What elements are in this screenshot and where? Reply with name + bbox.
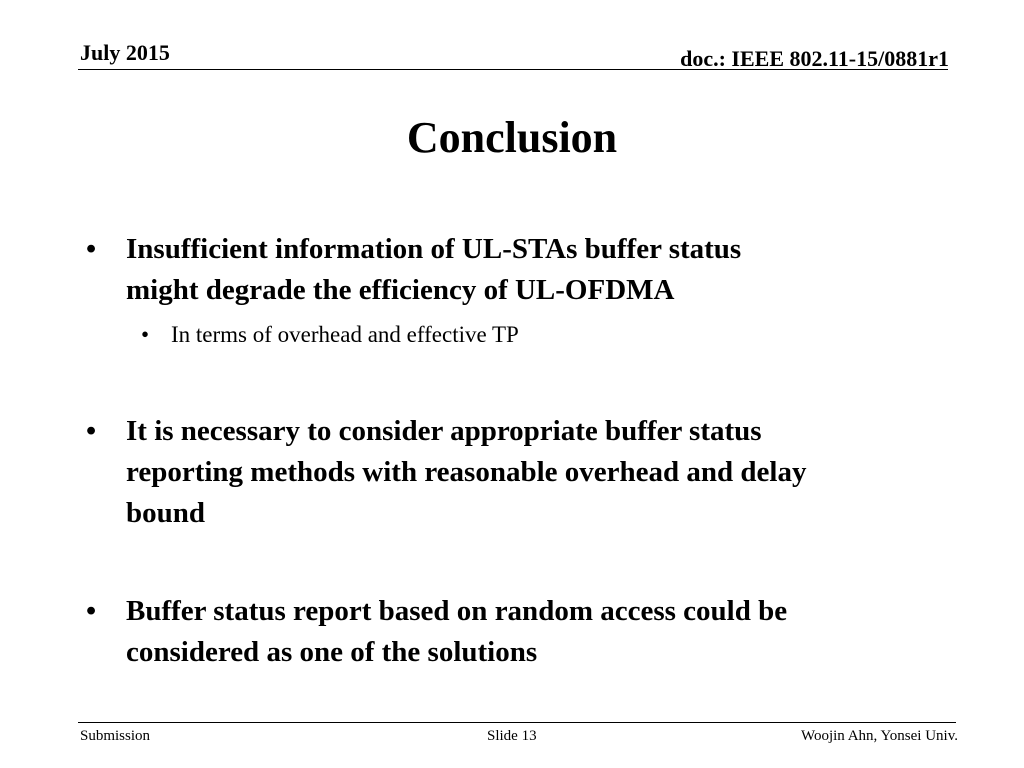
footer-divider	[78, 722, 956, 723]
bullet-2-line-2: reporting methods with reasonable overhead and delay	[126, 456, 807, 488]
header-doc-id: doc.: IEEE 802.11-15/0881r1	[680, 46, 949, 71]
bullet-dot: •	[86, 233, 97, 265]
bullet-3-text	[126, 591, 946, 673]
bullet-dot: •	[86, 595, 97, 627]
header-divider	[78, 69, 948, 70]
bullet-1-text	[126, 229, 946, 311]
bullet-2	[86, 411, 946, 534]
sub-bullet-dot: •	[141, 322, 150, 347]
bullet-3-line-1: Buffer status report based on random access could be	[126, 595, 788, 627]
slide-title: Conclusion	[406, 113, 618, 162]
bullet-1-line-1: Insufficient information of UL-STAs buffer status	[126, 233, 742, 265]
bullet-1-line-2: might degrade the efficiency of UL-OFDMA	[126, 274, 675, 306]
bullet-2-line-1: It is necessary to consider appropriate buffer status	[126, 415, 762, 447]
footer-author: Woojin Ahn, Yonsei Univ.	[800, 728, 958, 744]
bullet-1	[86, 229, 946, 311]
bullet-2-text	[126, 411, 946, 534]
bullet-dot: •	[86, 415, 97, 447]
header-date: July 2015	[80, 40, 170, 65]
footer-slide-number: Slide 13	[487, 728, 537, 744]
sub-bullet-1-text: In terms of overhead and effective TP	[171, 322, 519, 347]
bullet-3	[86, 591, 946, 673]
bullet-2-line-3: bound	[126, 497, 206, 529]
bullet-3-line-2: considered as one of the solutions	[126, 636, 538, 668]
sub-bullet-1	[141, 320, 941, 350]
footer-submission: Submission	[80, 728, 151, 744]
